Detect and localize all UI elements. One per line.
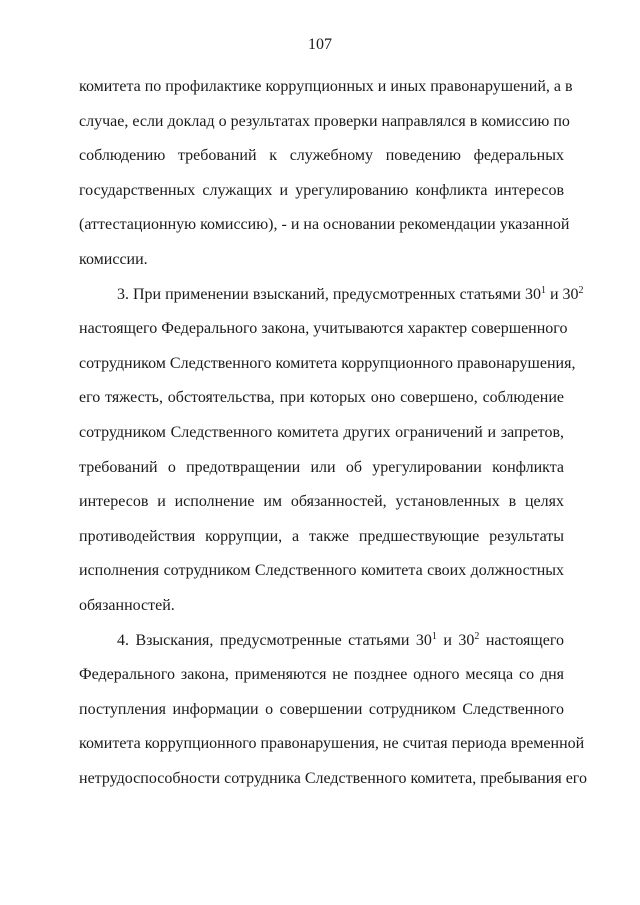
text-line: комитета по профилактике коррупционных и иных правонарушений, а в (79, 78, 573, 95)
text-line (79, 631, 564, 666)
text-line (79, 284, 584, 320)
text-line: обязанностей. (79, 596, 175, 614)
superscript: 2 (578, 284, 584, 296)
text-line: поступления информации о совершении сотрудником Следственного (79, 700, 564, 718)
text-line: требований о предотвращении или об урегулировании конфликта (79, 458, 564, 476)
text-line: противодействия коррупции, а также предшествующие результаты (79, 527, 564, 545)
page-number: 107 (308, 36, 332, 53)
superscript: 1 (431, 630, 437, 642)
paragraph-4 (79, 630, 587, 804)
text-run: и 30 (545, 285, 579, 303)
superscript: 2 (474, 630, 480, 642)
text-line: комитета коррупционного правонарушения, не считая периода временной (79, 735, 585, 753)
text-line: нетрудоспособности сотрудника Следственного комитета, пребывания его (79, 769, 587, 787)
text-run: 3. При применении взысканий, предусмотренных статьями 30 (117, 285, 541, 303)
text-line: комиссии. (79, 250, 148, 268)
text-line: настоящего Федерального закона, учитываются характер совершенного (79, 320, 568, 338)
text-line: соблюдению требований к служебному поведению федеральных (79, 147, 564, 165)
paragraph-3 (79, 284, 584, 631)
text-run: 4. Взыскания, предусмотренные статьями 30 (117, 631, 432, 649)
text-line: Федерального закона, применяются не позднее одного месяца со дня (79, 666, 564, 684)
paragraph-continuation (79, 77, 573, 285)
text-line: интересов и исполнение им обязанностей, установленных в целях (79, 493, 564, 511)
text-line: (аттестационную комиссию), - и на основании рекомендации указанной (79, 216, 570, 234)
text-run: настоящего (479, 631, 565, 649)
text-line: сотрудником Следственного комитета других ограничений и запретов, (79, 423, 564, 441)
text-line: случае, если доклад о результатах проверки направлялся в комиссию по (79, 112, 570, 130)
text-line: исполнения сотрудником Следственного комитета своих должностных (79, 562, 564, 580)
text-line: сотрудником Следственного комитета коррупционного правонарушения, (79, 354, 576, 372)
text-run: и 30 (436, 631, 475, 649)
text-line: его тяжесть, обстоятельства, при которых оно совершено, соблюдение (79, 389, 564, 407)
document-body (79, 77, 587, 803)
text-line: государственных служащих и урегулированию конфликта интересов (79, 181, 564, 199)
superscript: 1 (540, 284, 546, 296)
